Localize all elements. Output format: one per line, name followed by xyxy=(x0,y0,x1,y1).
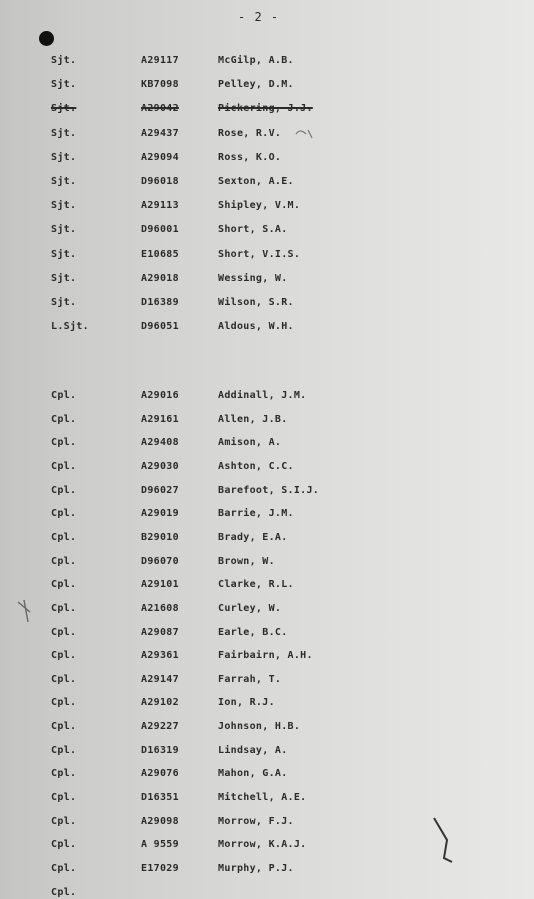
rank-cell: Cpl. xyxy=(51,413,77,425)
rank-cell: Sjt. xyxy=(51,248,77,260)
name-cell: Short, S.A. xyxy=(218,224,288,236)
rank-cell: Cpl. xyxy=(51,792,77,804)
rank-cell: Cpl. xyxy=(51,437,77,449)
roll-row xyxy=(0,200,534,216)
roll-row xyxy=(0,556,534,572)
name-cell: Barefoot, S.I.J. xyxy=(218,484,320,496)
roll-row xyxy=(0,55,534,71)
name-cell: Lindsay, A. xyxy=(218,744,288,756)
service-number-cell: A29016 xyxy=(141,390,179,401)
service-number-cell: A29227 xyxy=(141,721,179,733)
service-number-cell: A29042 xyxy=(141,103,179,115)
rank-cell: Cpl. xyxy=(51,508,77,520)
roll-row xyxy=(0,697,534,713)
roll-row xyxy=(0,768,534,784)
roll-row xyxy=(0,79,534,95)
roll-row xyxy=(0,103,534,119)
service-number-cell: D16389 xyxy=(141,297,179,308)
rank-cell: Sjt. xyxy=(51,127,77,139)
service-number-cell: D96027 xyxy=(141,484,179,496)
rank-cell: Cpl. xyxy=(51,697,77,709)
service-number-cell: D96070 xyxy=(141,555,179,567)
service-number-cell: A29408 xyxy=(141,437,179,449)
name-cell: Ion, R.J. xyxy=(218,697,275,709)
service-number-cell: A29101 xyxy=(141,579,179,591)
service-number-cell: A29018 xyxy=(141,272,179,284)
page-number: - 2 - xyxy=(238,10,280,24)
service-number-cell: A29094 xyxy=(141,151,179,163)
name-cell: Short, V.I.S. xyxy=(218,248,301,260)
roll-row xyxy=(0,508,534,524)
name-cell: Wilson, S.R. xyxy=(218,297,294,308)
name-cell: Fairbairn, A.H. xyxy=(218,650,313,662)
name-cell: Pickering, J.J. xyxy=(218,103,313,115)
roll-row xyxy=(0,297,534,313)
roll-row xyxy=(0,176,534,192)
roll-row xyxy=(0,863,534,879)
rank-cell: Cpl. xyxy=(51,863,77,874)
roll-row xyxy=(0,839,534,855)
name-cell: Barrie, J.M. xyxy=(218,508,294,520)
service-number-cell: A29437 xyxy=(141,127,179,139)
name-cell: Ross, K.O. xyxy=(218,151,282,163)
rank-cell: Sjt. xyxy=(51,176,77,187)
name-cell: Allen, J.B. xyxy=(218,413,288,425)
name-cell: Amison, A. xyxy=(218,437,282,449)
rank-cell: Cpl. xyxy=(51,602,77,614)
roll-row xyxy=(0,249,534,265)
service-number-cell: A29098 xyxy=(141,815,179,827)
roll-row xyxy=(0,437,534,453)
service-number-cell: A29361 xyxy=(141,650,179,662)
rank-cell: Sjt. xyxy=(51,103,77,115)
name-cell: Aldous, W.H. xyxy=(218,321,294,333)
name-cell: Ashton, C.C. xyxy=(218,460,294,472)
name-cell: Mitchell, A.E. xyxy=(218,792,307,804)
service-number-cell: A29102 xyxy=(141,697,179,709)
roll-row xyxy=(0,224,534,240)
service-number-cell: A21608 xyxy=(141,602,179,614)
name-cell: Murphy, P.J. xyxy=(218,863,294,874)
name-cell: Addinall, J.M. xyxy=(218,390,307,401)
roll-row xyxy=(0,627,534,643)
service-number-cell: A29161 xyxy=(141,413,179,425)
roll-row xyxy=(0,532,534,548)
rank-cell: Cpl. xyxy=(51,768,77,780)
name-cell: Morrow, F.J. xyxy=(218,815,294,827)
roll-row xyxy=(0,273,534,289)
service-number-cell: E17029 xyxy=(141,863,179,874)
rank-cell: Sjt. xyxy=(51,297,77,308)
roll-row xyxy=(0,152,534,168)
name-cell: Morrow, K.A.J. xyxy=(218,839,307,851)
roll-row xyxy=(0,321,534,337)
roll-row xyxy=(0,461,534,477)
rank-cell: Cpl. xyxy=(51,555,77,567)
service-number-cell: A 9559 xyxy=(141,839,179,851)
name-cell: Sexton, A.E. xyxy=(218,176,294,187)
service-number-cell: D96018 xyxy=(141,176,179,187)
service-number-cell: A29030 xyxy=(141,460,179,472)
name-cell: Clarke, R.L. xyxy=(218,579,294,591)
rank-cell: L.Sjt. xyxy=(51,321,89,333)
service-number-cell: A29076 xyxy=(141,768,179,780)
rank-cell: Sjt. xyxy=(51,79,77,91)
roll-row xyxy=(0,792,534,808)
rank-cell: Cpl. xyxy=(51,390,77,401)
service-number-cell: D96001 xyxy=(141,224,179,236)
rank-cell: Cpl. xyxy=(51,839,77,851)
roll-row xyxy=(0,603,534,619)
name-cell: Farrah, T. xyxy=(218,673,282,685)
name-cell: Shipley, V.M. xyxy=(218,200,301,212)
name-cell: Earle, B.C. xyxy=(218,626,288,638)
rank-cell: Cpl. xyxy=(51,886,77,898)
roll-row xyxy=(0,128,534,144)
rank-cell: Cpl. xyxy=(51,626,77,638)
rank-cell: Sjt. xyxy=(51,151,77,163)
rank-cell: Sjt. xyxy=(51,200,77,212)
roll-row xyxy=(0,414,534,430)
rank-cell: Cpl. xyxy=(51,744,77,756)
service-number-cell: A29113 xyxy=(141,200,179,212)
roll-row xyxy=(0,887,534,899)
rank-cell: Sjt. xyxy=(51,272,77,284)
name-cell: Pelley, D.M. xyxy=(218,79,294,91)
name-cell: Curley, W. xyxy=(218,602,282,614)
roll-row xyxy=(0,390,534,406)
roll-row xyxy=(0,485,534,501)
rank-cell: Cpl. xyxy=(51,673,77,685)
name-cell: Wessing, W. xyxy=(218,272,288,284)
rank-cell: Sjt. xyxy=(51,224,77,236)
service-number-cell: KB7098 xyxy=(141,79,179,91)
service-number-cell: E10685 xyxy=(141,248,179,260)
service-number-cell: A29117 xyxy=(141,55,179,66)
name-cell: McGilp, A.B. xyxy=(218,55,294,66)
rank-cell: Cpl. xyxy=(51,815,77,827)
name-cell: Brown, W. xyxy=(218,555,275,567)
roll-row xyxy=(0,650,534,666)
name-cell: Rose, R.V. xyxy=(218,127,282,139)
rank-cell: Sjt. xyxy=(51,55,77,66)
roll-row xyxy=(0,674,534,690)
rank-cell: Cpl. xyxy=(51,484,77,496)
service-number-cell: D16351 xyxy=(141,792,179,804)
roll-row xyxy=(0,745,534,761)
rank-cell: Cpl. xyxy=(51,721,77,733)
service-number-cell: D16319 xyxy=(141,744,179,756)
name-cell: Brady, E.A. xyxy=(218,531,288,543)
service-number-cell: A29087 xyxy=(141,626,179,638)
rank-cell: Cpl. xyxy=(51,650,77,662)
punch-hole xyxy=(39,31,54,46)
roll-row xyxy=(0,816,534,832)
rank-cell: Cpl. xyxy=(51,460,77,472)
rank-cell: Cpl. xyxy=(51,579,77,591)
service-number-cell: D96051 xyxy=(141,321,179,333)
name-cell: Johnson, H.B. xyxy=(218,721,301,733)
rank-cell: Cpl. xyxy=(51,531,77,543)
name-cell: Mahon, G.A. xyxy=(218,768,288,780)
service-number-cell: A29019 xyxy=(141,508,179,520)
roll-row xyxy=(0,721,534,737)
roll-row xyxy=(0,579,534,595)
service-number-cell: A29147 xyxy=(141,673,179,685)
service-number-cell: B29010 xyxy=(141,531,179,543)
